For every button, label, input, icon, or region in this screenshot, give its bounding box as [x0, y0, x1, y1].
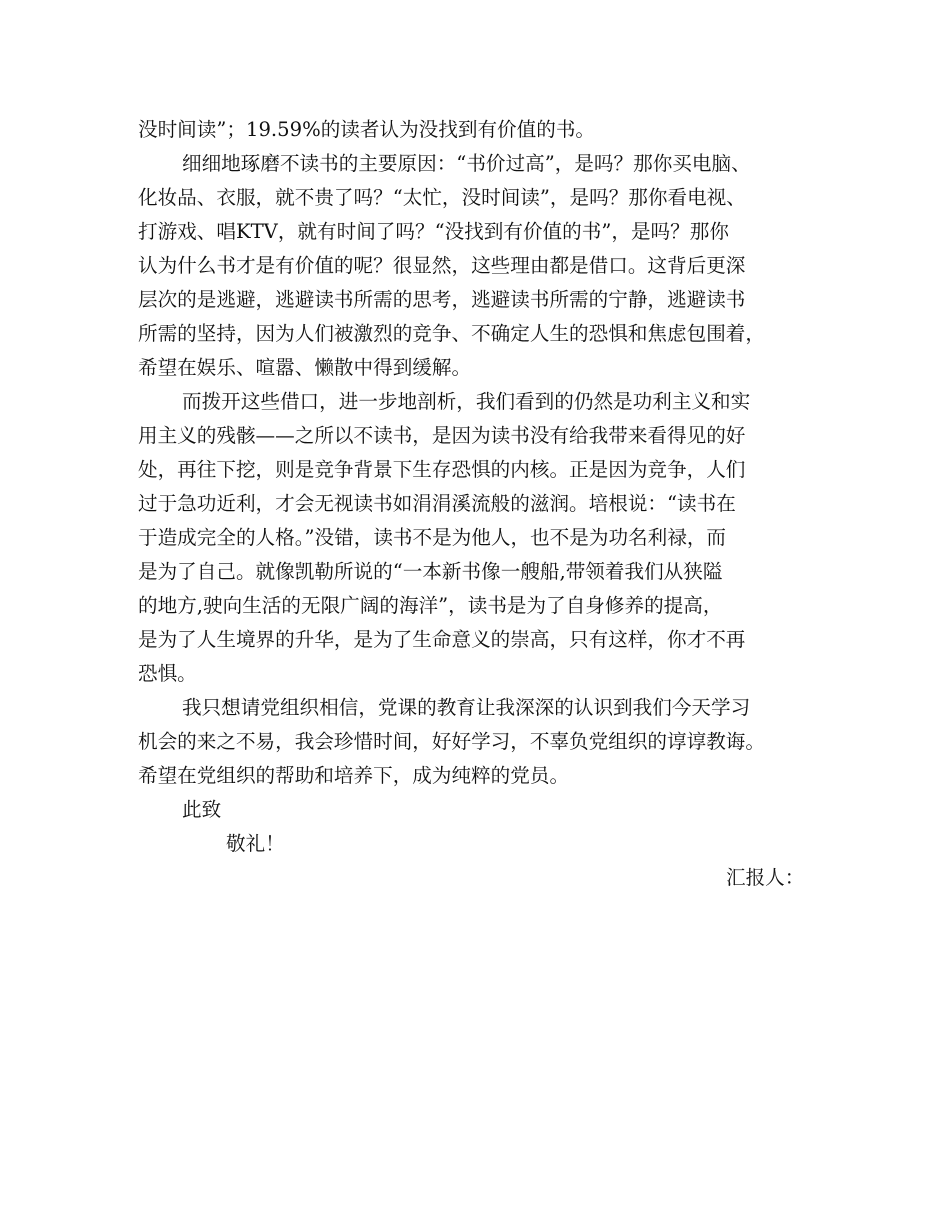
paragraph-line: 希望在娱乐、喧嚣、懒散中得到缓解。	[138, 356, 472, 379]
paragraph-line: 处，再往下挖，则是竞争背景下生存恐惧的内核。正是因为竞争，人们	[138, 458, 746, 481]
signature-label: 汇报人：	[726, 866, 805, 889]
paragraph-line: 的地方,驶向生活的无限广阔的海洋”，读书是为了自身修养的提高，	[138, 594, 723, 617]
paragraph-line: 打游戏、唱KTV，就有时间了吗？“没找到有价值的书”，是吗？那你	[138, 220, 729, 243]
paragraph-line: 于造成完全的人格。”没错，读书不是为他人，也不是为功名利禄，而	[138, 526, 727, 549]
paragraph-line: 层次的是逃避，逃避读书所需的思考，逃避读书所需的宁静，逃避读书	[138, 288, 746, 311]
paragraph-line: 认为什么书才是有价值的呢？很显然，这些理由都是借口。这背后更深	[138, 254, 746, 277]
salutation: 此致	[182, 798, 222, 821]
paragraph-line: 所需的坚持，因为人们被激烈的竞争、不确定人生的恐惧和焦虑包围着，	[138, 322, 765, 345]
paragraph-line: 恐惧。	[138, 662, 197, 685]
closing-greeting: 敬礼！	[226, 832, 285, 855]
paragraph-line: 细细地琢磨不读书的主要原因：“书价过高”，是吗？那你买电脑、	[182, 152, 751, 175]
paragraph-line: 过于急功近利，才会无视读书如涓涓溪流般的滋润。培根说：“读书在	[138, 492, 736, 515]
paragraph-line: 用主义的残骸——之所以不读书，是因为读书没有给我带来看得见的好	[138, 424, 746, 447]
paragraph-line: 是为了人生境界的升华，是为了生命意义的崇高，只有这样，你才不再	[138, 628, 746, 651]
paragraph-line: 希望在党组织的帮助和培养下，成为纯粹的党员。	[138, 764, 570, 787]
paragraph-line: 我只想请党组织相信，党课的教育让我深深的认识到我们今天学习	[182, 696, 751, 719]
paragraph-line: 是为了自己。就像凯勒所说的“一本新书像一艘船,带领着我们从狭隘	[138, 560, 723, 583]
paragraph-line: 而拨开这些借口，进一步地剖析，我们看到的仍然是功利主义和实	[182, 390, 751, 413]
paragraph-line: 机会的来之不易，我会珍惜时间，好好学习，不辜负党组织的谆谆教诲。	[138, 730, 765, 753]
paragraph-line: 没时间读”；19.59%的读者认为没找到有价值的书。	[138, 118, 596, 141]
paragraph-line: 化妆品、衣服，就不贵了吗？“太忙，没时间读”，是吗？那你看电视、	[138, 186, 746, 209]
